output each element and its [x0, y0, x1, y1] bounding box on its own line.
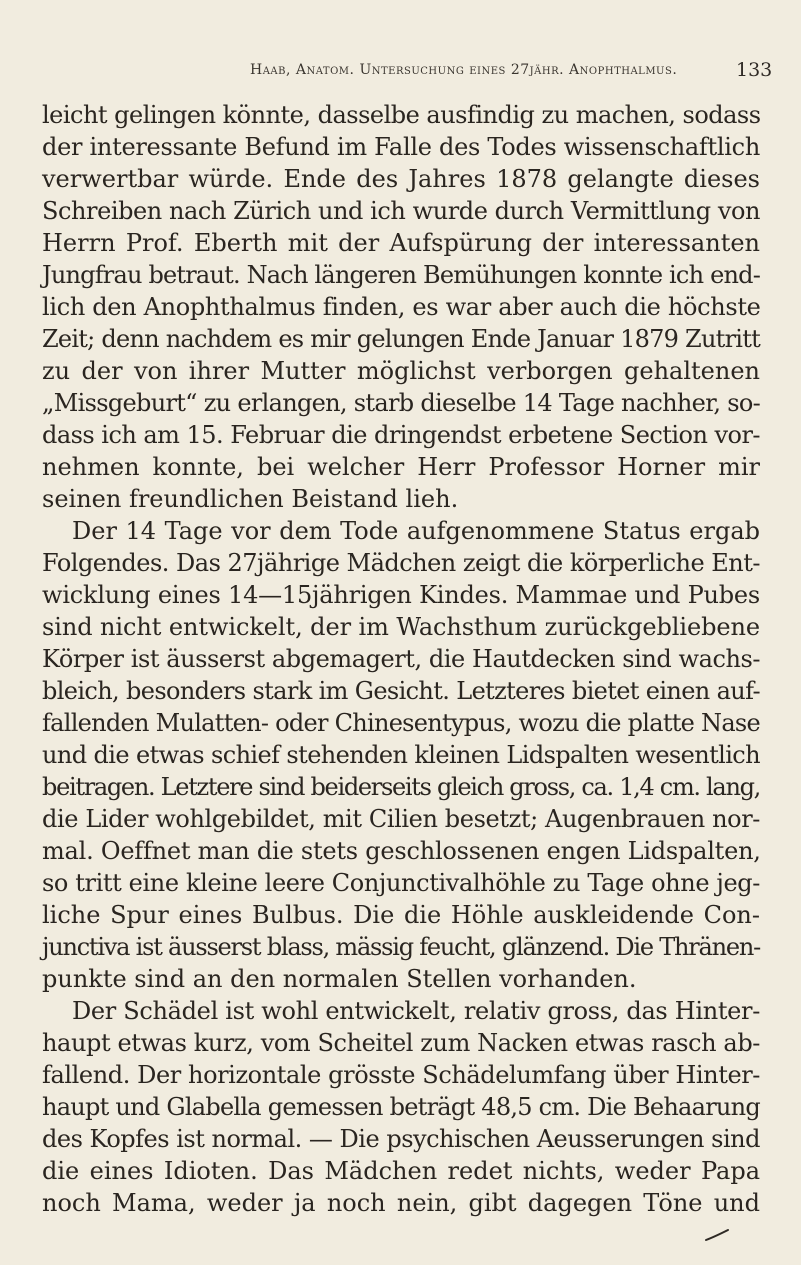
- text-line-content: bleich, besonders stark im Gesicht. Letzteres bietet einen auf-: [42, 677, 761, 705]
- text-line-content: leicht gelingen könnte, dasselbe ausfindig zu machen, sodass: [42, 101, 761, 129]
- text-line-content: lich den Anophthalmus finden, es war aber auch die höchste: [42, 293, 761, 321]
- text-line-content: die Lider wohlgebildet, mit Cilien besetzt; Augenbrauen nor-: [42, 805, 760, 833]
- text-line-content: noch Mama, weder ja noch nein, gibt dagegen Töne und: [42, 1189, 760, 1217]
- text-line-content: sind nicht entwickelt, der im Wachsthum zurückgebliebene: [42, 613, 760, 641]
- text-line-content: haupt etwas kurz, vom Scheitel zum Nacken etwas rasch ab-: [42, 1029, 761, 1057]
- text-line-content: liche Spur eines Bulbus. Die die Höhle auskleidende Con-: [42, 901, 760, 929]
- text-line-content: mal. Oeffnet man die stets geschlossenen engen Lidspalten,: [42, 837, 761, 865]
- text-line-content: haupt und Glabella gemessen beträgt 48,5 cm. Die Behaarung: [42, 1093, 760, 1121]
- text-line-content: Der Schädel ist wohl entwickelt, relativ gross, das Hinter-: [72, 997, 761, 1025]
- text-line-content: fallend. Der horizontale grösste Schädelumfang über Hinter-: [42, 1061, 760, 1089]
- text-line-content: und die etwas schief stehenden kleinen Lidspalten wesentlich: [42, 741, 760, 769]
- text-line-content: Schreiben nach Zürich und ich wurde durch Vermittlung von: [42, 197, 760, 225]
- text-line-content: zu der von ihrer Mutter möglichst verborgen gehaltenen: [42, 357, 760, 385]
- text-line-content: des Kopfes ist normal. — Die psychischen Aeusserungen sind: [42, 1125, 760, 1153]
- page-number: 133: [736, 59, 773, 81]
- catchword-mark: [704, 1228, 730, 1242]
- text-line: [0, 1188, 801, 1228]
- text-line-content: „Missgeburt“ zu erlangen, starb dieselbe 14 Tage nachher, so-: [42, 389, 760, 417]
- text-line-content: Jungfrau betraut. Nach längeren Bemühungen konnte ich end-: [42, 261, 760, 289]
- running-title: Haab, Anatom. Untersuchung eines 27jähr. Anophthalmus.: [250, 62, 678, 78]
- text-line-content: Folgendes. Das 27jährige Mädchen zeigt die körperliche Ent-: [42, 549, 760, 577]
- text-line-content: beitragen. Letztere sind beiderseits gleich gross, ca. 1,4 cm. lang,: [42, 773, 760, 801]
- text-line-content: dass ich am 15. Februar die dringendst erbetene Section vor-: [42, 421, 760, 449]
- text-line-content: Körper ist äusserst abgemagert, die Hautdecken sind wachs-: [42, 645, 761, 673]
- text-line-content: Zeit; denn nachdem es mir gelungen Ende Januar 1879 Zutritt: [42, 325, 760, 353]
- text-line-content: die eines Idioten. Das Mädchen redet nichts, weder Papa: [42, 1157, 760, 1185]
- running-head: [0, 59, 801, 92]
- text-line-content: wicklung eines 14—15jährigen Kindes. Mammae und Pubes: [42, 581, 760, 609]
- text-line-content: nehmen konnte, bei welcher Herr Professor Horner mir: [42, 453, 760, 481]
- text-line-content: seinen freundlichen Beistand lieh.: [42, 485, 459, 513]
- text-line-content: Herrn Prof. Eberth mit der Aufspürung der interessanten: [42, 229, 760, 257]
- text-line-content: punkte sind an den normalen Stellen vorhanden.: [42, 965, 637, 993]
- text-line-content: so tritt eine kleine leere Conjunctivalhöhle zu Tage ohne jeg-: [42, 869, 760, 897]
- text-line-content: Der 14 Tage vor dem Tode aufgenommene Status ergab: [72, 517, 760, 545]
- text-line-content: verwertbar würde. Ende des Jahres 1878 gelangte dieses: [42, 165, 760, 193]
- text-line-content: der interessante Befund im Falle des Todes wissenschaftlich: [42, 133, 760, 161]
- text-line-content: fallenden Mulatten- oder Chinesentypus, wozu die platte Nase: [42, 709, 761, 737]
- text-line-content: junctiva ist äusserst blass, mässig feucht, glänzend. Die Thränen-: [42, 933, 760, 961]
